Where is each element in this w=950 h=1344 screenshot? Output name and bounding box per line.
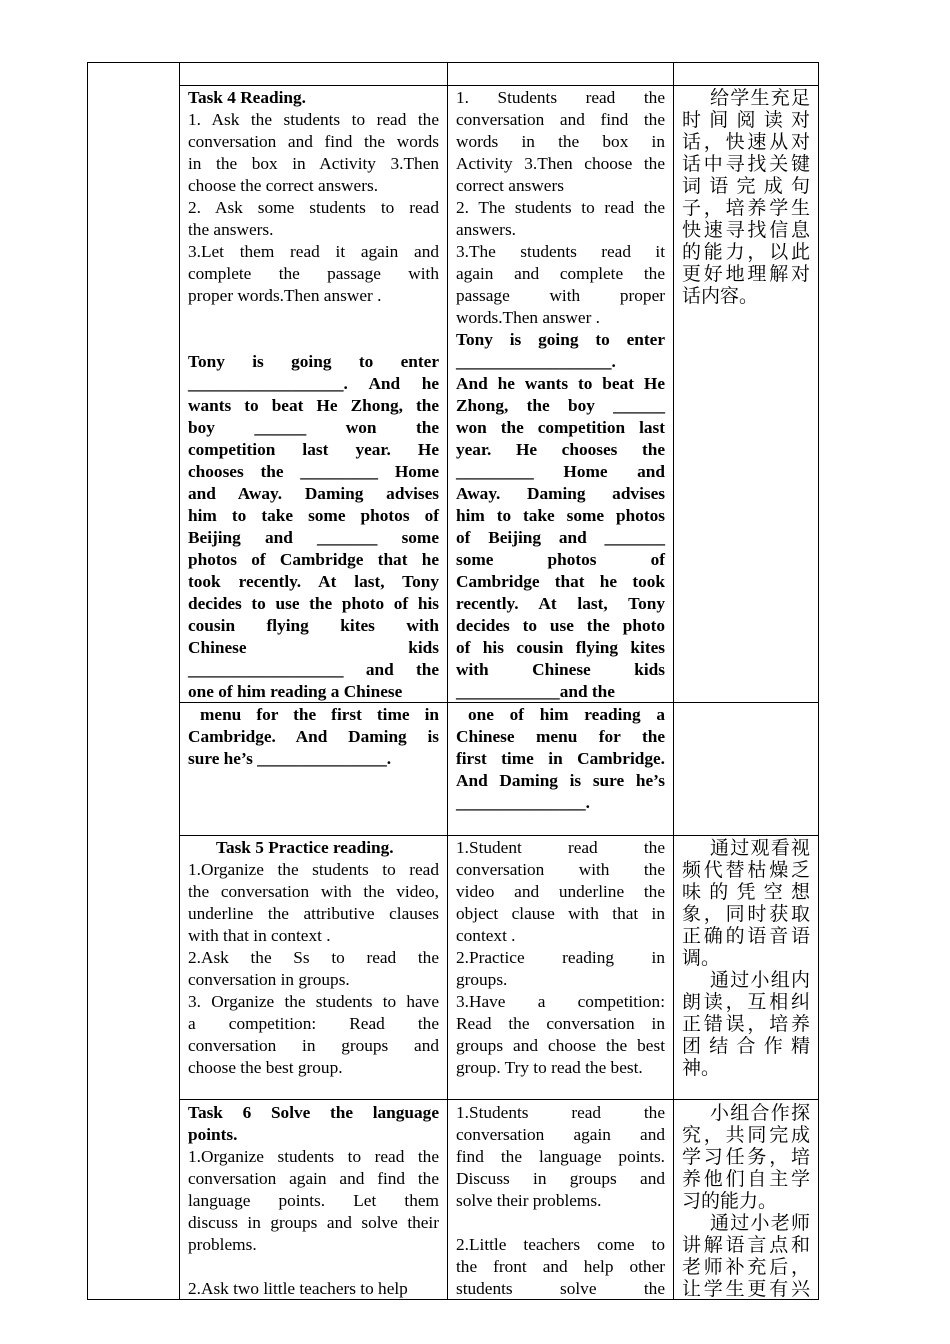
task4-teacher-line: proper words.Then answer . xyxy=(188,286,382,305)
task5-teacher-cell xyxy=(188,837,439,1079)
task5-purpose-line: 朗读，互相纠 xyxy=(682,991,810,1013)
task6-purpose-line: 老师补充后， xyxy=(682,1256,810,1278)
task5-student-cell xyxy=(456,837,665,1079)
task5-teacher-line: 1.Organize the students to read xyxy=(188,860,439,879)
task6-student-line: 1.Students read the xyxy=(456,1103,665,1122)
passage-line: Tony is going to enter xyxy=(456,330,665,349)
task4-teacher-line: in the box in Activity 3.Then xyxy=(188,154,439,173)
table-border-left xyxy=(87,62,88,1300)
passage-line: photos of Cambridge that he xyxy=(188,550,439,569)
task6-student-line xyxy=(456,1212,665,1234)
task5-student-line: video and underline the xyxy=(456,882,665,901)
passage-line: of his cousin flying kites xyxy=(456,638,665,657)
task4-teacher-cell xyxy=(188,87,439,703)
task5-purpose-line: 频代替枯燥乏 xyxy=(682,859,810,881)
passage-line: Tony is going to enter xyxy=(188,352,439,371)
task5-student-line: Read the conversation in xyxy=(456,1014,665,1033)
task5-teacher-line: a competition: Read the xyxy=(188,1014,439,1033)
task6-purpose-line: 通过小老师 xyxy=(710,1212,810,1234)
task6-title: Task 6 Solve the language xyxy=(188,1103,439,1122)
passage-line: of Beijing and _______ xyxy=(456,528,665,547)
passage-line: competition last year. He xyxy=(188,440,439,459)
table-border-right xyxy=(818,62,819,1300)
table-border-top xyxy=(87,62,819,63)
task4-purpose-line: 话内容。 xyxy=(682,285,759,307)
task6-student-line: conversation again and xyxy=(456,1125,665,1144)
task6-purpose-line: 让学生更有兴 xyxy=(682,1278,810,1300)
task4-student-line: 1. Students read the xyxy=(456,88,665,107)
task6-teacher-line: 2.Ask two little teachers to help xyxy=(188,1279,408,1298)
task6-title: points. xyxy=(188,1125,238,1144)
passage-line: chooses the _________ Home xyxy=(188,462,439,481)
passage-line: one of him reading a Chinese xyxy=(188,682,403,701)
task4-purpose-line: 的能力，以此 xyxy=(682,241,810,263)
task5-teacher-line: 3. Organize the students to have xyxy=(188,992,439,1011)
task6-teacher-line: problems. xyxy=(188,1235,257,1254)
task4-purpose-line: 时间阅读对 xyxy=(682,109,810,131)
passage-line: _________ Home and xyxy=(456,462,665,481)
passage-line: Cambridge that he took xyxy=(456,572,665,591)
task5-purpose-line: 象，同时获取 xyxy=(682,903,810,925)
task5-purpose-line: 正确的语音语 xyxy=(682,925,810,947)
task6-student-line: students solve the xyxy=(456,1279,665,1298)
task4-teacher-line: the answers. xyxy=(188,220,274,239)
task5-purpose-line: 正错误，培养 xyxy=(682,1013,810,1035)
task4-teacher-line: conversation and find the words xyxy=(188,132,439,151)
task6-purpose-cell xyxy=(682,1102,810,1300)
task5-teacher-line: with that in context . xyxy=(188,926,331,945)
task6-teacher-cell xyxy=(188,1102,439,1300)
task6-purpose-line: 讲解语言点和 xyxy=(682,1234,810,1256)
passage-line: recently. At last, Tony xyxy=(456,594,665,613)
task4-student-line: Activity 3.Then choose the xyxy=(456,154,665,173)
task5-purpose-line: 味的凭空想 xyxy=(682,881,810,903)
task5-student-line: object clause with that in xyxy=(456,904,665,923)
passage-line: Zhong, the boy ______ xyxy=(456,396,665,415)
task4-purpose-line: 词语完成句 xyxy=(682,175,810,197)
passage-line: and Away. Daming advises xyxy=(188,484,439,503)
task5-student-line: group. Try to read the best. xyxy=(456,1058,643,1077)
task5-title: Task 5 Practice reading. xyxy=(216,838,394,857)
task4-title: Task 4 Reading. xyxy=(188,88,306,107)
passage-line: Beijing and _______ some xyxy=(188,528,439,547)
passage-line: And he wants to beat He xyxy=(456,374,665,393)
passage-line: ____________and the xyxy=(456,682,615,701)
task4-student-line: passage with proper xyxy=(456,286,665,305)
task6-teacher-line: 1.Organize students to read the xyxy=(188,1147,439,1166)
continuation-line: one of him reading a xyxy=(468,705,665,724)
passage-line: cousin flying kites with xyxy=(188,616,439,635)
task4-purpose-line: 快速寻找信息 xyxy=(682,219,810,241)
task5-teacher-line: underline the attributive clauses xyxy=(188,904,439,923)
row-divider-4 xyxy=(179,1099,819,1100)
task4-teacher-line: 2. Ask some students to read xyxy=(188,198,439,217)
continuation-line: sure he’s _______________. xyxy=(188,749,392,768)
task4-student-line: words.Then answer . xyxy=(456,308,600,327)
task5-student-line: context . xyxy=(456,926,516,945)
task4-student-line: answers. xyxy=(456,220,516,239)
task4-student-line: 3.The students read it xyxy=(456,242,665,261)
passage-line: year. He chooses the xyxy=(456,440,665,459)
table-border-col1 xyxy=(179,62,180,1300)
passage-line: Chinese kids xyxy=(188,638,439,657)
task6-student-cell xyxy=(456,1102,665,1300)
passage-line: decides to use the photo xyxy=(456,616,665,635)
passage-line: __________________ and the xyxy=(188,660,439,679)
passage-line: decides to use the photo of his xyxy=(188,594,439,613)
task5-teacher-line: conversation in groups. xyxy=(188,970,350,989)
passage-line: with Chinese kids xyxy=(456,660,665,679)
continuation-line: menu for the first time in xyxy=(200,705,439,724)
continuation-line: _______________. xyxy=(456,793,590,812)
task5-teacher-line: choose the best group. xyxy=(188,1058,343,1077)
task4-student-line: again and complete the xyxy=(456,264,665,283)
task6-teacher-line xyxy=(188,1256,439,1278)
task6-teacher-line: conversation again and find the xyxy=(188,1169,439,1188)
task4-purpose-line: 话中寻找关键 xyxy=(682,153,810,175)
passage-line: him to take some photos xyxy=(456,506,665,525)
task4-purpose-line: 给学生充足 xyxy=(710,87,810,109)
continuation-line: first time in Cambridge. xyxy=(456,749,665,768)
task5-student-line: conversation with the xyxy=(456,860,665,879)
task5-purpose-line: 通过观看视 xyxy=(710,837,810,859)
task6-purpose-line: 习的能力。 xyxy=(682,1190,778,1212)
task6-student-line: 2.Little teachers come to xyxy=(456,1235,665,1254)
task5-teacher-line: conversation in groups and xyxy=(188,1036,439,1055)
task4-purpose-cell xyxy=(682,87,810,307)
continuation-student-cell xyxy=(456,704,665,814)
task4-purpose-line: 话，快速从对 xyxy=(682,131,810,153)
task4-teacher-line: 1. Ask the students to read the xyxy=(188,110,439,129)
task4-teacher-line: 3.Let them read it again and xyxy=(188,242,439,261)
task5-purpose-line: 通过小组内 xyxy=(710,969,810,991)
task6-purpose-line: 小组合作探 xyxy=(710,1102,810,1124)
passage-line: Away. Daming advises xyxy=(456,484,665,503)
task6-purpose-line: 究，共同完成 xyxy=(682,1124,810,1146)
task6-student-line: Discuss in groups and xyxy=(456,1169,665,1188)
passage-line: some photos of xyxy=(456,550,665,569)
passage-line: boy ______ won the xyxy=(188,418,439,437)
task4-student-passage xyxy=(456,329,665,703)
task4-student-line: 2. The students to read the xyxy=(456,198,665,217)
passage-line: took recently. At last, Tony xyxy=(188,572,439,591)
task4-student-line: conversation and find the xyxy=(456,110,665,129)
task5-purpose-line: 团结合作精 xyxy=(682,1035,810,1057)
task5-student-line: 1.Student read the xyxy=(456,838,665,857)
passage-line: wants to beat He Zhong, the xyxy=(188,396,439,415)
task5-purpose-line: 神。 xyxy=(682,1057,721,1079)
continuation-line: Cambridge. And Daming is xyxy=(188,727,439,746)
continuation-teacher-cell xyxy=(188,704,439,770)
task4-purpose-line: 更好地理解对 xyxy=(682,263,810,285)
task6-student-line: solve their problems. xyxy=(456,1191,602,1210)
task4-student-line: words in the box in xyxy=(456,132,665,151)
task6-student-line: find the language points. xyxy=(456,1147,665,1166)
table-border-col2 xyxy=(447,62,448,1300)
passage-line: __________________. And he xyxy=(188,374,439,393)
task4-student-line: correct answers xyxy=(456,176,564,195)
task5-student-line: 2.Practice reading in xyxy=(456,948,665,967)
row-divider-3 xyxy=(179,835,819,836)
task4-purpose-line: 子，培养学生 xyxy=(682,197,810,219)
task5-student-line: groups. xyxy=(456,970,508,989)
task6-purpose-line: 养他们自主学 xyxy=(682,1168,810,1190)
task5-student-line: groups and choose the best xyxy=(456,1036,665,1055)
task4-teacher-passage xyxy=(188,351,439,703)
task5-purpose-line: 调。 xyxy=(682,947,721,969)
task5-student-line: 3.Have a competition: xyxy=(456,992,665,1011)
task5-purpose-cell xyxy=(682,837,810,1079)
task6-student-line: the front and help other xyxy=(456,1257,665,1276)
task4-teacher-line: choose the correct answers. xyxy=(188,176,379,195)
task6-purpose-line: 学习任务，培 xyxy=(682,1146,810,1168)
table-border-col3 xyxy=(673,62,674,1300)
task4-student-cell xyxy=(456,87,665,703)
passage-line: won the competition last xyxy=(456,418,665,437)
task5-teacher-line: 2.Ask the Ss to read the xyxy=(188,948,439,967)
continuation-line: And Daming is sure he’s xyxy=(456,771,665,790)
task6-teacher-line: discuss in groups and solve their xyxy=(188,1213,439,1232)
continuation-line: Chinese menu for the xyxy=(456,727,665,746)
passage-line: him to take some photos of xyxy=(188,506,439,525)
passage-line: __________________. xyxy=(456,352,616,371)
task5-teacher-line: the conversation with the video, xyxy=(188,882,439,901)
row-divider-1 xyxy=(179,85,819,86)
task4-teacher-line: complete the passage with xyxy=(188,264,439,283)
task6-teacher-line: language points. Let them xyxy=(188,1191,439,1210)
